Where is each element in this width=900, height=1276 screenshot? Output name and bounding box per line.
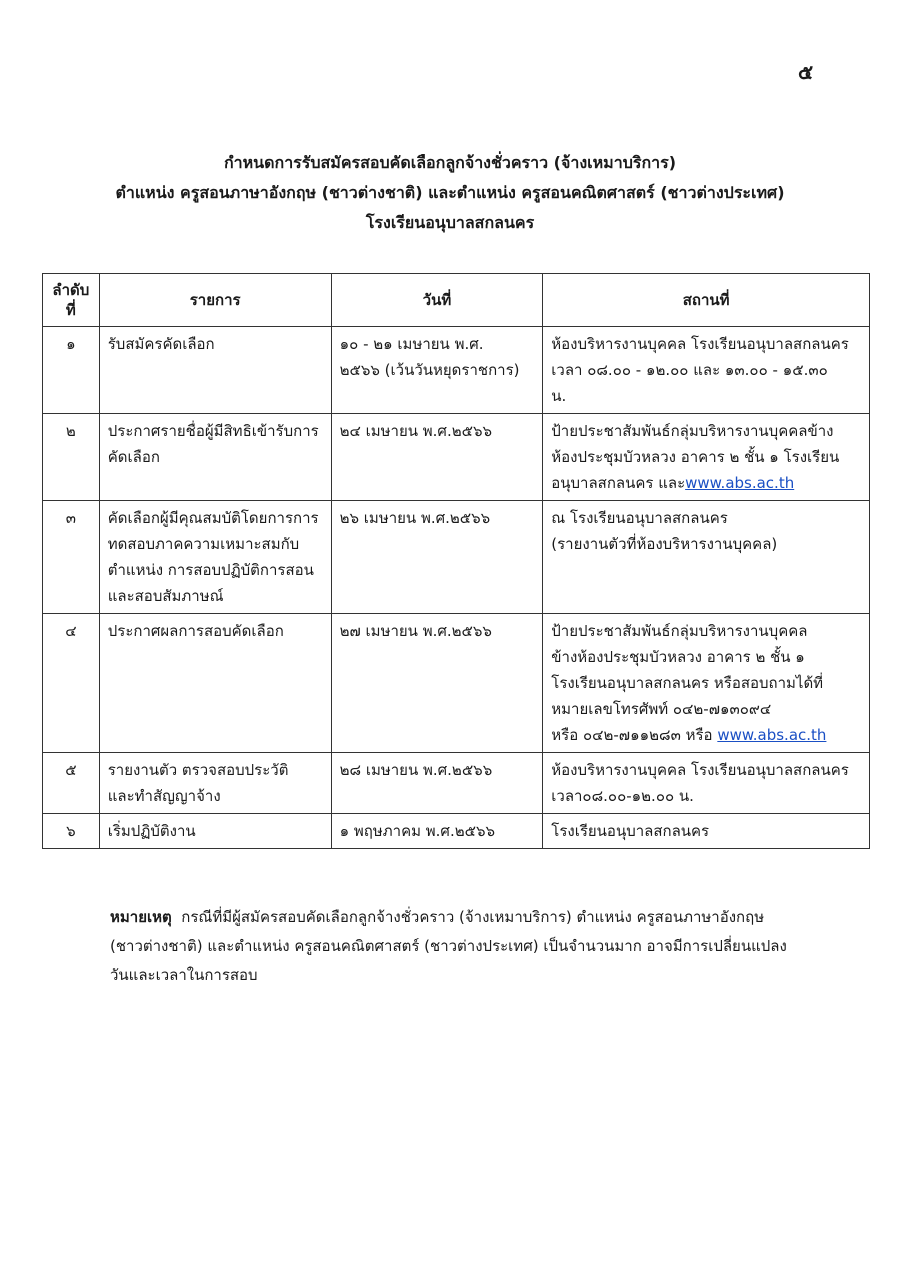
row-date [331, 753, 543, 814]
date-line: ๒๔ เมษายน พ.ศ.๒๕๖๖ [339, 422, 492, 440]
header-date: วันที่ [331, 274, 543, 327]
place-line: ห้องประชุมบัวหลวง อาคาร ๒ ชั้น ๑ โรงเรียน [551, 448, 840, 466]
page-number: ๕ [798, 60, 814, 84]
row-date [331, 614, 543, 753]
row-place [543, 814, 870, 849]
title-line: โรงเรียนอนุบาลสกลนคร [365, 213, 535, 232]
footnote [110, 903, 830, 990]
header-no-line: ที่ [65, 301, 76, 319]
row-number: ๑ [43, 327, 100, 414]
item-line: และสอบสัมภาษณ์ [107, 587, 224, 605]
item-line: และทำสัญญาจ้าง [107, 787, 221, 805]
row-date [331, 501, 543, 614]
row-item [99, 501, 331, 614]
row-number: ๒ [43, 414, 100, 501]
table-row [43, 753, 870, 814]
item-line: คัดเลือกผู้มีคุณสมบัติโดยการการ [107, 509, 319, 527]
item-line: ตำแหน่ง การสอบปฏิบัติการสอน [107, 561, 314, 579]
table-row [43, 814, 870, 849]
row-item [99, 327, 331, 414]
table-row [43, 614, 870, 753]
table-row [43, 327, 870, 414]
row-number: ๔ [43, 614, 100, 753]
place-line: อนุบาลสกลนคร และ [551, 474, 686, 492]
place-line-wrap [551, 722, 861, 748]
date-line: ๑๐ - ๒๑ เมษายน พ.ศ. [339, 335, 484, 353]
item-line: ประกาศรายชื่อผู้มีสิทธิเข้ารับการ [107, 422, 319, 440]
place-line-wrap [551, 470, 861, 496]
header-place: สถานที่ [543, 274, 870, 327]
row-number: ๕ [43, 753, 100, 814]
item-line: ประกาศผลการสอบคัดเลือก [107, 622, 284, 640]
header-item: รายการ [99, 274, 331, 327]
place-line: ณ โรงเรียนอนุบาลสกลนคร [551, 509, 728, 527]
title-line: กำหนดการรับสมัครสอบคัดเลือกลูกจ้างชั่วคราว (จ้างเหมาบริการ) [223, 153, 677, 172]
place-line: ป้ายประชาสัมพันธ์กลุ่มบริหารงานบุคคลข้าง [551, 422, 834, 440]
note-label: หมายเหตุ [110, 908, 172, 926]
row-item [99, 753, 331, 814]
header-no-line: ลำดับ [52, 281, 90, 299]
row-place [543, 327, 870, 414]
item-line: ทดสอบภาคความเหมาะสมกับ [107, 535, 300, 553]
table-body [43, 327, 870, 849]
place-line: ห้องบริหารงานบุคคล โรงเรียนอนุบาลสกลนคร [551, 335, 849, 353]
row-item [99, 614, 331, 753]
document-title [0, 148, 900, 238]
row-item [99, 814, 331, 849]
table-header-row [43, 274, 870, 327]
row-number: ๓ [43, 501, 100, 614]
row-place [543, 414, 870, 501]
date-line: ๒๕๖๖ (เว้นวันหยุดราชการ) [339, 361, 520, 379]
note-line: (ชาวต่างชาติ) และตำแหน่ง ครูสอนคณิตศาสตร์ (ชาวต่างประเทศ) เป็นจำนวนมาก อาจมีการเปลี่ยนแปลง [110, 937, 787, 955]
date-line: ๑ พฤษภาคม พ.ศ.๒๕๖๖ [339, 822, 496, 840]
row-place [543, 614, 870, 753]
row-place [543, 753, 870, 814]
website-link[interactable]: www.abs.ac.th [717, 726, 827, 744]
place-line: เวลา๐๘.๐๐-๑๒.๐๐ น. [551, 787, 694, 805]
place-line: ป้ายประชาสัมพันธ์กลุ่มบริหารงานบุคคล [551, 622, 808, 640]
item-line: รายงานตัว ตรวจสอบประวัติ [107, 761, 289, 779]
place-line: (รายงานตัวที่ห้องบริหารงานบุคคล) [551, 535, 778, 553]
schedule-table [42, 273, 870, 849]
table-row [43, 414, 870, 501]
item-line: คัดเลือก [107, 448, 160, 466]
header-no [43, 274, 100, 327]
place-line: ข้างห้องประชุมบัวหลวง อาคาร ๒ ชั้น ๑ [551, 648, 805, 666]
place-line: น. [551, 387, 567, 405]
title-line: ตำแหน่ง ครูสอนภาษาอังกฤษ (ชาวต่างชาติ) และตำแหน่ง ครูสอนคณิตศาสตร์ (ชาวต่างประเทศ) [115, 183, 785, 202]
row-date [331, 414, 543, 501]
row-place [543, 501, 870, 614]
item-line: รับสมัครคัดเลือก [107, 335, 215, 353]
row-date [331, 814, 543, 849]
row-date [331, 327, 543, 414]
date-line: ๒๘ เมษายน พ.ศ.๒๕๖๖ [339, 761, 493, 779]
place-line: โรงเรียนอนุบาลสกลนคร [551, 822, 710, 840]
website-link[interactable]: www.abs.ac.th [685, 474, 795, 492]
item-line: เริ่มปฏิบัติงาน [107, 822, 196, 840]
place-line: โรงเรียนอนุบาลสกลนคร หรือสอบถามได้ที่ [551, 674, 824, 692]
date-line: ๒๗ เมษายน พ.ศ.๒๕๖๖ [339, 622, 492, 640]
note-line: วันและเวลาในการสอบ [110, 966, 258, 984]
date-line: ๒๖ เมษายน พ.ศ.๒๕๖๖ [339, 509, 491, 527]
place-line: ห้องบริหารงานบุคคล โรงเรียนอนุบาลสกลนคร [551, 761, 849, 779]
place-line: เวลา ๐๘.๐๐ - ๑๒.๐๐ และ ๑๓.๐๐ - ๑๕.๓๐ [551, 361, 828, 379]
place-line: หมายเลขโทรศัพท์ ๐๔๒-๗๑๓๐๙๔ [551, 700, 772, 718]
row-number: ๖ [43, 814, 100, 849]
place-line: หรือ ๐๔๒-๗๑๑๒๘๓ หรือ [551, 726, 718, 744]
note-line: กรณีที่มีผู้สมัครสอบคัดเลือกลูกจ้างชั่วคราว (จ้างเหมาบริการ) ตำแหน่ง ครูสอนภาษาอังกฤษ [171, 908, 765, 926]
row-item [99, 414, 331, 501]
table-row [43, 501, 870, 614]
